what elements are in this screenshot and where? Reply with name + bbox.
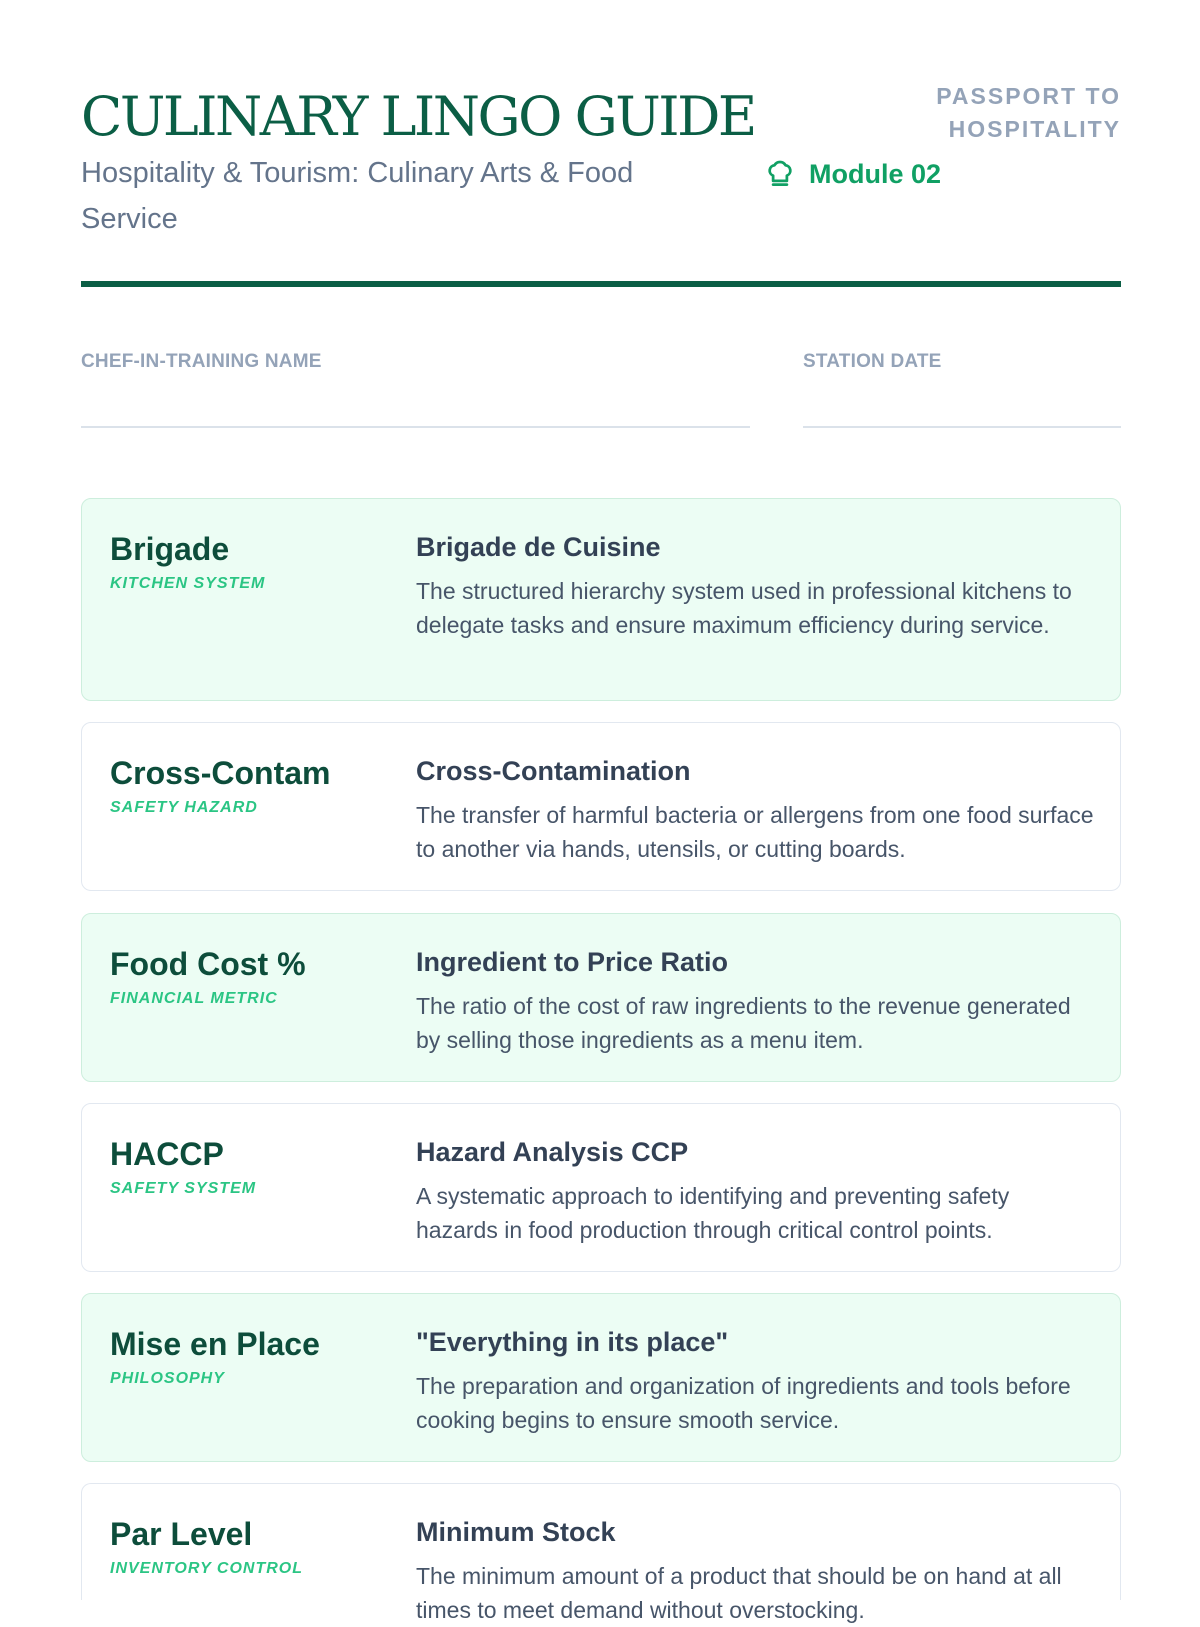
passport-badge: PASSPORT TO HOSPITALITY xyxy=(936,83,1121,142)
term-card-mise-en-place xyxy=(81,1293,1121,1462)
term-card-par-level xyxy=(81,1483,1121,1623)
definition-title: Brigade de Cuisine xyxy=(416,532,661,562)
term-category: KITCHEN SYSTEM xyxy=(110,575,266,592)
term-category: SAFETY HAZARD xyxy=(110,799,258,816)
term-category: FINANCIAL METRIC xyxy=(110,990,278,1007)
name-field-line[interactable] xyxy=(81,426,750,428)
term-name: Mise en Place xyxy=(110,1326,320,1362)
term-name: Brigade xyxy=(110,531,230,567)
term-name: Par Level xyxy=(110,1516,253,1552)
page-title: CULINARY LINGO GUIDE xyxy=(81,85,755,148)
term-card-cross-contam xyxy=(81,722,1121,891)
definition-text: The transfer of harmful bacteria or allergens from one food surface to another via hands, utensils, or cutting boards. xyxy=(416,802,1094,862)
module-label: Module 02 xyxy=(809,158,942,189)
definition-text: The ratio of the cost of raw ingredients to the revenue generated by selling those ingredients as a menu item. xyxy=(416,993,1071,1053)
definition-text: A systematic approach to identifying and preventing safety hazards in food production through critical control points. xyxy=(416,1183,1010,1243)
term-category: PHILOSOPHY xyxy=(110,1370,225,1387)
term-category: SAFETY SYSTEM xyxy=(110,1180,257,1197)
module-indicator xyxy=(765,154,941,194)
header-divider xyxy=(81,281,1121,287)
term-category: INVENTORY CONTROL xyxy=(110,1560,304,1577)
name-field-label: CHEF-IN-TRAINING NAME xyxy=(81,351,322,372)
definition-title: Minimum Stock xyxy=(416,1517,616,1547)
definition-title: "Everything in its place" xyxy=(416,1327,729,1357)
term-name: Food Cost % xyxy=(110,946,306,982)
chef-hat-icon xyxy=(765,159,795,189)
term-card-haccp xyxy=(81,1103,1121,1272)
date-field-line[interactable] xyxy=(803,426,1121,428)
term-name: Cross-Contam xyxy=(110,755,331,791)
definition-title: Hazard Analysis CCP xyxy=(416,1137,689,1167)
definition-text: The preparation and organization of ingredients and tools before cooking begins to ensure smooth service. xyxy=(416,1373,1071,1433)
term-card-brigade xyxy=(81,498,1121,701)
date-field-label: STATION DATE xyxy=(803,351,942,372)
term-card-food-cost xyxy=(81,913,1121,1082)
definition-title: Cross-Contamination xyxy=(416,756,691,786)
term-name: HACCP xyxy=(110,1136,224,1172)
page-header xyxy=(81,78,1121,278)
page-subtitle: Hospitality & Tourism: Culinary Arts & Food Service xyxy=(81,157,634,235)
definition-text: The structured hierarchy system used in professional kitchens to delegate tasks and ensure maximum efficiency during service. xyxy=(416,578,1072,638)
definition-title: Ingredient to Price Ratio xyxy=(416,947,729,977)
definition-text: The minimum amount of a product that should be on hand at all times to meet demand without overstocking. xyxy=(416,1563,1062,1623)
